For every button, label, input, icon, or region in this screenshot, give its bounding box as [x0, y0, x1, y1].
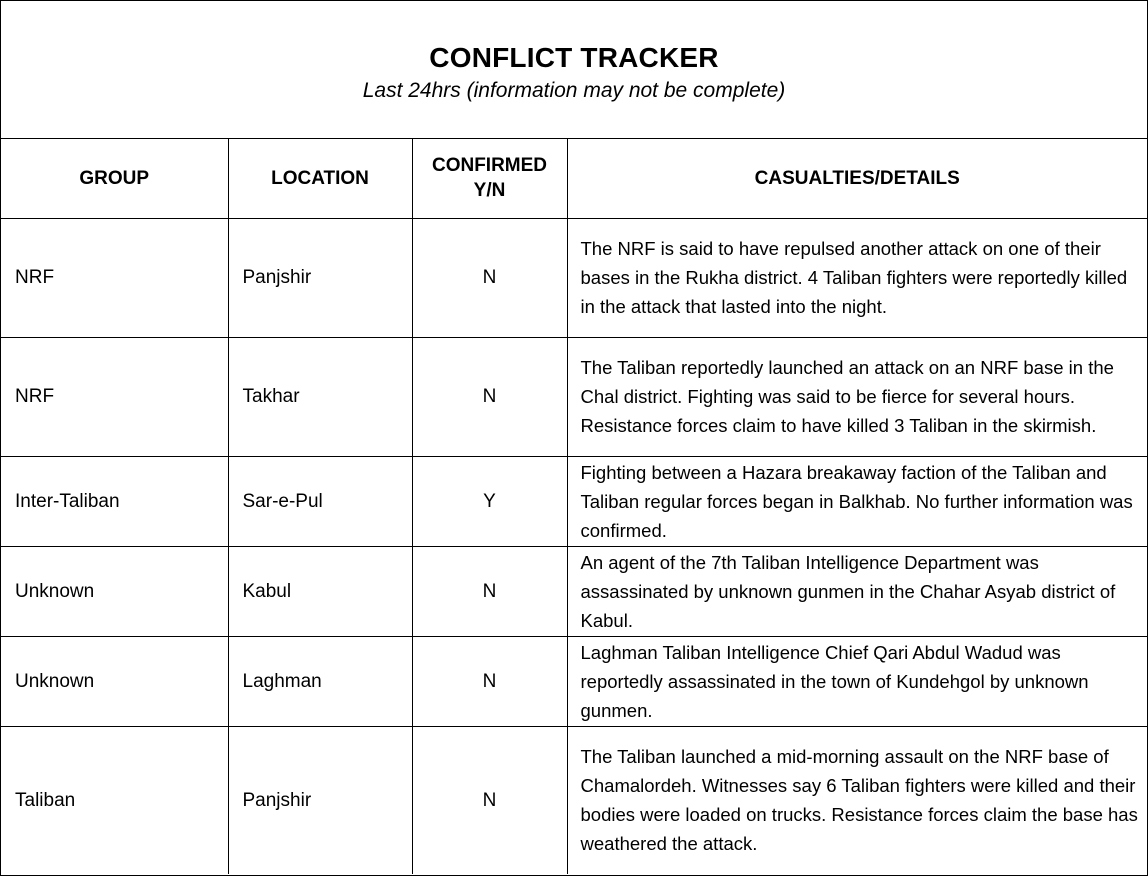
table-row — [1, 636, 1147, 726]
cell-confirmed: N — [412, 337, 567, 456]
cell-group: NRF — [1, 337, 228, 456]
cell-location: Laghman — [228, 636, 412, 726]
conflict-table — [1, 139, 1147, 874]
cell-details: The Taliban launched a mid-morning assault on the NRF base of Chamalordeh. Witnesses say 6 Taliban fighters were killed and their bodies were loaded on trucks. Resistance forces claim the base has weathered the attack. — [567, 726, 1147, 874]
cell-group: Unknown — [1, 546, 228, 636]
table-row — [1, 456, 1147, 546]
cell-confirmed: Y — [412, 456, 567, 546]
cell-location: Kabul — [228, 546, 412, 636]
table-row — [1, 546, 1147, 636]
cell-details: Fighting between a Hazara breakaway faction of the Taliban and Taliban regular forces began in Balkhab. No further information was confirmed. — [567, 456, 1147, 546]
cell-location: Takhar — [228, 337, 412, 456]
cell-confirmed: N — [412, 726, 567, 874]
column-header-confirmed-label: CONFIRMED Y/N — [431, 155, 548, 202]
column-header-group: GROUP — [1, 139, 228, 218]
table-header-row — [1, 139, 1147, 218]
cell-confirmed: N — [412, 218, 567, 337]
page-subtitle: Last 24hrs (information may not be complete) — [362, 79, 786, 102]
cell-group: Inter-Taliban — [1, 456, 228, 546]
cell-details: An agent of the 7th Taliban Intelligence Department was assassinated by unknown gunmen in the Chahar Asyab district of Kabul. — [567, 546, 1147, 636]
page-title: CONFLICT TRACKER — [429, 42, 719, 73]
column-header-details: CASUALTIES/DETAILS — [567, 139, 1147, 218]
cell-details: The NRF is said to have repulsed another attack on one of their bases in the Rukha district. 4 Taliban fighters were reportedly killed in the attack that lasted into the night. — [567, 218, 1147, 337]
cell-group: Unknown — [1, 636, 228, 726]
table-row — [1, 218, 1147, 337]
table-row — [1, 337, 1147, 456]
cell-group: NRF — [1, 218, 228, 337]
cell-location: Sar-e-Pul — [228, 456, 412, 546]
cell-location: Panjshir — [228, 726, 412, 874]
cell-confirmed: N — [412, 546, 567, 636]
cell-details: Laghman Taliban Intelligence Chief Qari Abdul Wadud was reportedly assassinated in the town of Kundehgol by unknown gunmen. — [567, 636, 1147, 726]
column-header-confirmed — [412, 139, 567, 218]
cell-group: Taliban — [1, 726, 228, 874]
column-header-location: LOCATION — [228, 139, 412, 218]
cell-confirmed: N — [412, 636, 567, 726]
table-row — [1, 726, 1147, 874]
cell-location: Panjshir — [228, 218, 412, 337]
cell-details: The Taliban reportedly launched an attack on an NRF base in the Chal district. Fighting was said to be fierce for several hours. Resistance forces claim to have killed 3 Taliban in the skirmish. — [567, 337, 1147, 456]
title-block — [1, 1, 1147, 139]
